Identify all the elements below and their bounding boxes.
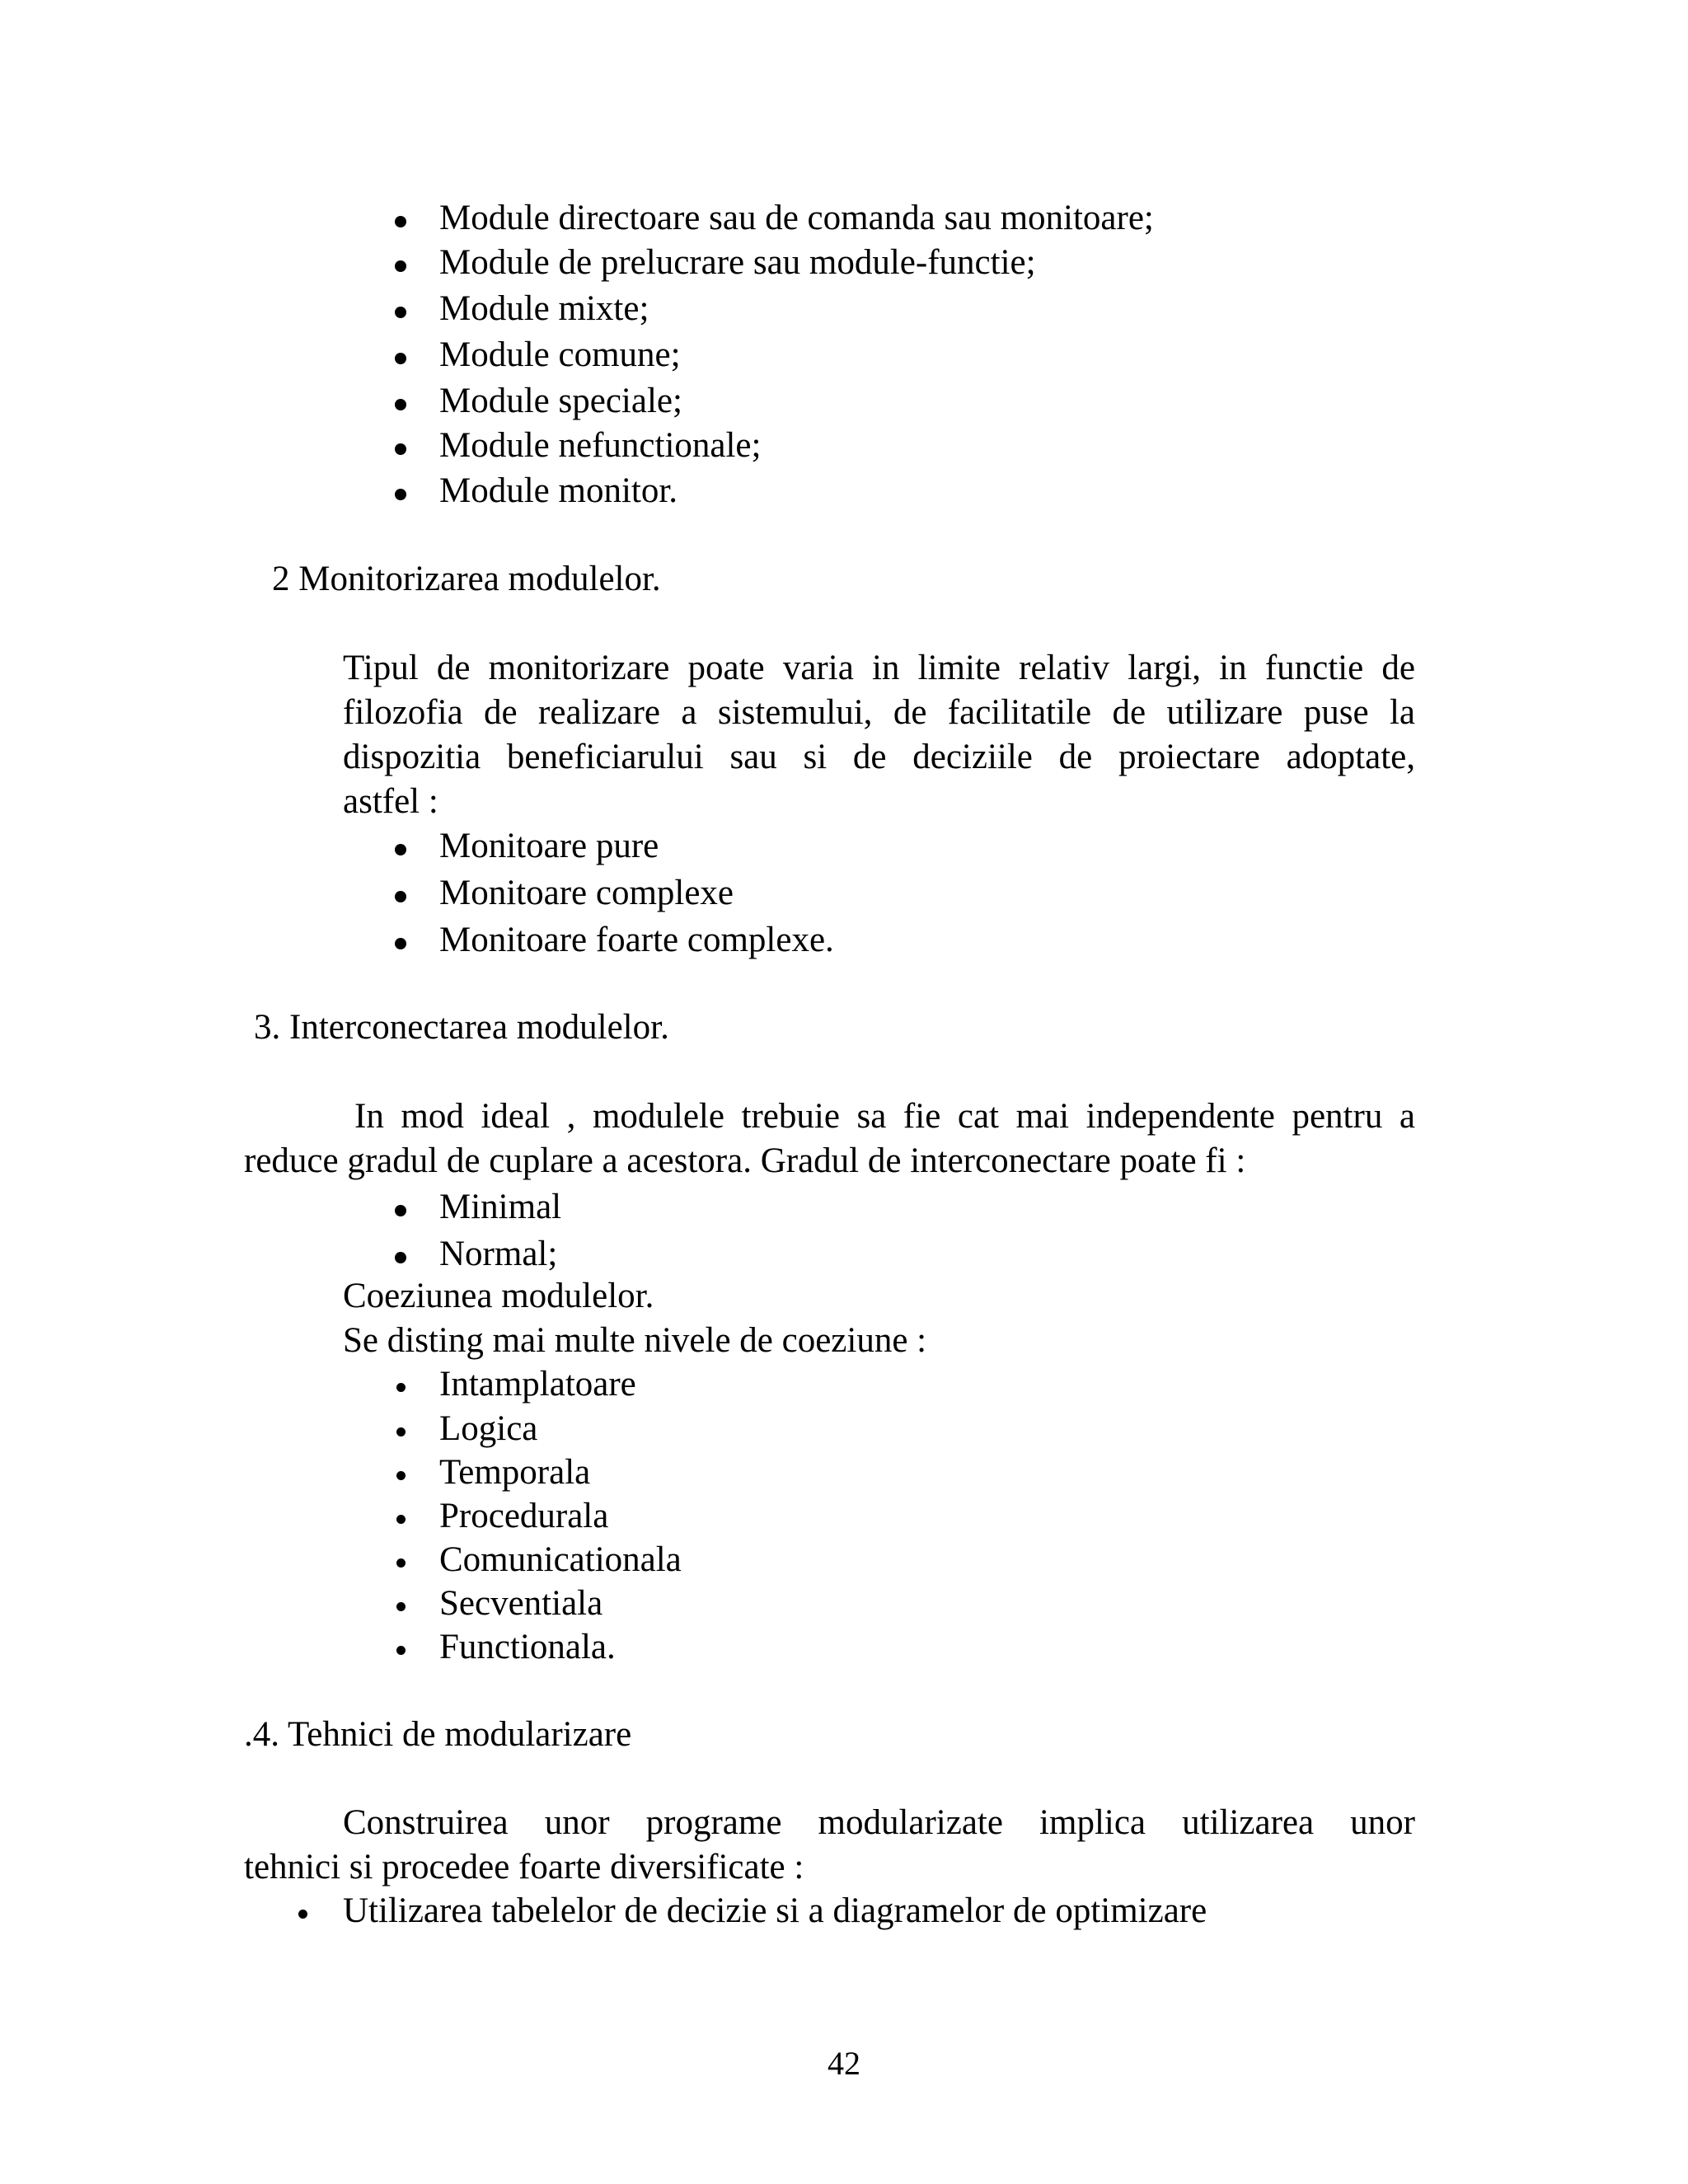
list-item: Comunicationala [439,1540,682,1579]
list-item: Module directoare sau de comanda sau monitoare; [439,199,1154,237]
paragraph [244,1094,1415,1183]
bullet-icon [396,1471,406,1480]
bullet-icon [396,1515,406,1524]
paragraph [244,1801,1415,1890]
section-heading: 2 Monitorizarea modulelor. [272,560,661,598]
page-number: 42 [828,2045,860,2082]
list-item: Normal; [439,1235,558,1273]
bullet-icon [396,1427,406,1436]
list-item: Procedurala [439,1497,609,1535]
section-heading: .4. Tehnici de modularizare [244,1715,632,1754]
list-item: Intamplatoare [439,1365,636,1404]
list-item: Module nefunctionale; [439,426,762,465]
bullet-icon [396,1646,406,1655]
paragraph-line: tehnici si procedee foarte diversificate : [244,1848,804,1886]
bullet-icon [395,489,406,500]
list-item: Module mixte; [439,289,649,328]
list-item: Monitoare foarte complexe. [439,921,834,959]
bullet-icon [395,443,406,455]
section-heading: 3. Interconectarea modulelor. [254,1008,669,1047]
bullet-icon [395,353,406,364]
bullet-icon [395,399,406,410]
list-item: Module de prelucrare sau module-functie; [439,243,1036,282]
bullet-icon [395,1252,406,1263]
list-item: Secventiala [439,1584,603,1623]
bullet-icon [396,1558,406,1568]
list-item: Monitoare pure [439,827,659,865]
list-item: Minimal [439,1188,562,1226]
list-item: Module comune; [439,335,681,374]
list-item: Monitoare complexe [439,874,734,912]
paragraph-line: astfel : [343,782,438,821]
intro-text: Se disting mai multe nivele de coeziune : [343,1321,927,1360]
bullet-icon [395,938,406,949]
list-item: Functionala. [439,1628,616,1666]
bullet-icon [395,1205,406,1216]
list-item: Utilizarea tabelelor de decizie si a diagramelor de optimizare [343,1891,1207,1930]
bullet-icon [395,844,406,855]
bullet-icon [395,260,406,272]
list-item: Logica [439,1409,538,1448]
paragraph [343,646,1415,824]
subheading: Coeziunea modulelor. [343,1277,654,1315]
list-item: Temporala [439,1453,591,1492]
paragraph-line: Tipul de monitorizare poate varia in limite relativ largi, in functie de [343,649,1415,687]
bullet-icon [395,216,406,227]
list-item: Module monitor. [439,471,678,510]
paragraph-line: In mod ideal , modulele trebuie sa fie cat mai independente pentru a [354,1097,1415,1136]
list-item: Module speciale; [439,382,682,420]
bullet-icon [396,1602,406,1611]
paragraph-line: dispozitia beneficiarului sau si de deciziile de proiectare adoptate, [343,738,1415,776]
bullet-icon [395,891,406,902]
paragraph-line: filozofia de realizare a sistemului, de facilitatile de utilizare puse la [343,693,1415,732]
bullet-icon [298,1910,307,1919]
paragraph-line: reduce gradul de cuplare a acestora. Gradul de interconectare poate fi : [244,1141,1246,1180]
paragraph-line: Construirea unor programe modularizate implica utilizarea unor [343,1803,1415,1842]
bullet-icon [395,307,406,318]
bullet-icon [396,1383,406,1392]
